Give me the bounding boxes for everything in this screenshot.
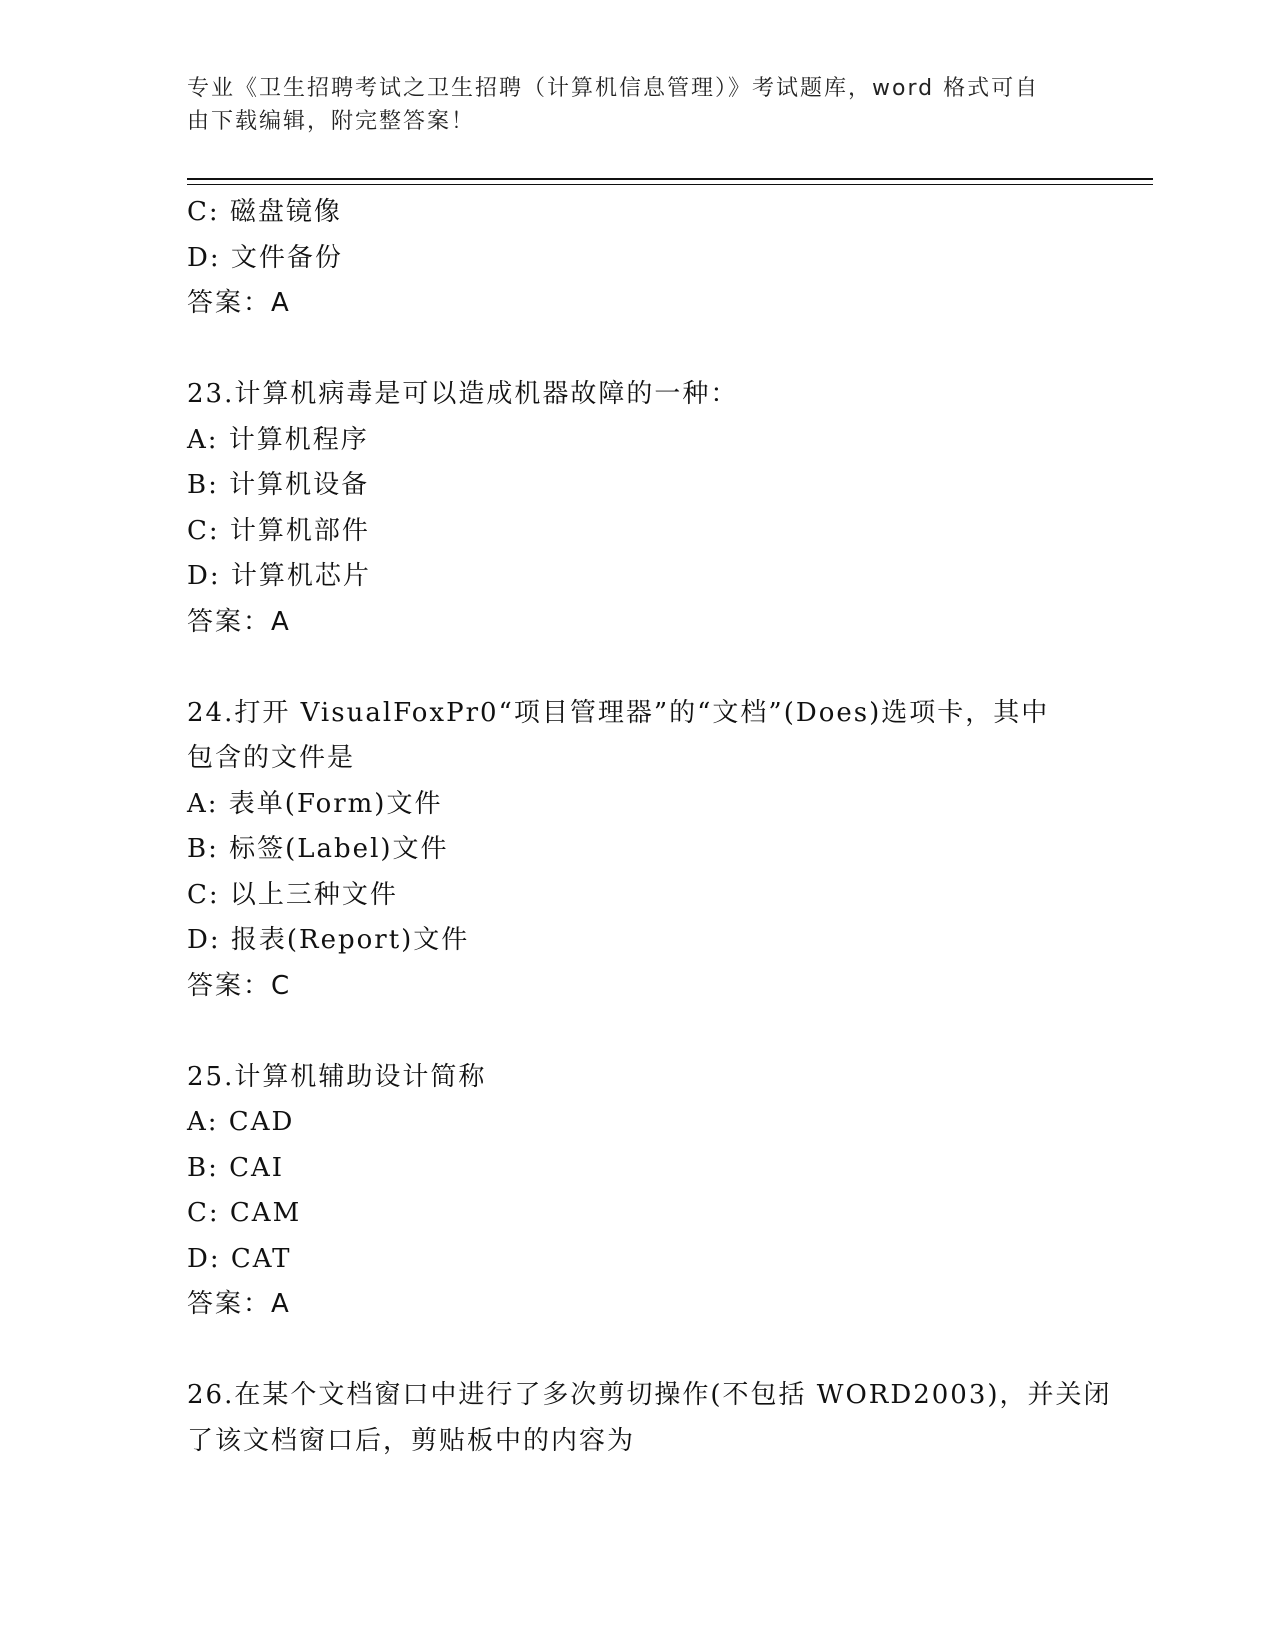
answer-line: 答案：C [187,970,292,1001]
option-d: D: CAT [187,1243,292,1274]
option-d: D: 文件备份 [187,242,343,273]
option-a: A: 表单(Form)文件 [187,788,443,819]
question-24 [187,691,1087,1055]
question-stem: 25.计算机辅助设计简称 [187,1061,487,1092]
question-stem: 24.打开 VisualFoxPr0“项目管理器”的“文档”(Does)选项卡，其中 [187,697,1050,728]
carryover-block [187,190,1087,372]
question-stem: 23.计算机病毒是可以造成机器故障的一种： [187,379,739,409]
option-c: C: 以上三种文件 [187,879,398,910]
spacer [187,1328,1087,1374]
option-c: C: 计算机部件 [187,515,370,546]
question-stem: 26.在某个文档窗口中进行了多次剪切操作(不包括 WORD2003)，并关闭 [187,1380,1112,1410]
answer-line: 答案：A [187,1289,291,1319]
option-d: D: 报表(Report)文件 [187,925,470,955]
header-line-2: 由下载编辑，附完整答案！ [187,109,476,134]
question-stem-continued: 了该文档窗口后，剪贴板中的内容为 [187,1425,636,1456]
question-26 [187,1373,1112,1464]
header-divider-thick [187,178,1153,180]
spacer [187,1009,1087,1055]
option-c: C: CAM [187,1198,302,1228]
option-b: B: 标签(Label)文件 [187,834,449,864]
option-a: A: 计算机程序 [187,424,369,455]
question-stem-continued: 包含的文件是 [187,743,356,773]
header-divider-thin [187,184,1153,185]
answer-line: 答案：A [187,288,291,318]
option-d: D: 计算机芯片 [187,561,371,591]
question-23 [187,372,1087,691]
spacer [187,327,1087,373]
option-b: B: 计算机设备 [187,470,370,500]
answer-line: 答案：A [187,606,291,637]
header-line-1: 专业《卫生招聘考试之卫生招聘（计算机信息管理）》考试题库，word 格式可自 [187,76,1040,101]
spacer [187,645,1087,691]
option-a: A: CAD [187,1107,295,1137]
question-25 [187,1055,1087,1374]
option-c: C: 磁盘镜像 [187,197,342,227]
document-header [187,72,1087,138]
option-b: B: CAI [187,1152,285,1183]
question-list [187,190,1112,1464]
